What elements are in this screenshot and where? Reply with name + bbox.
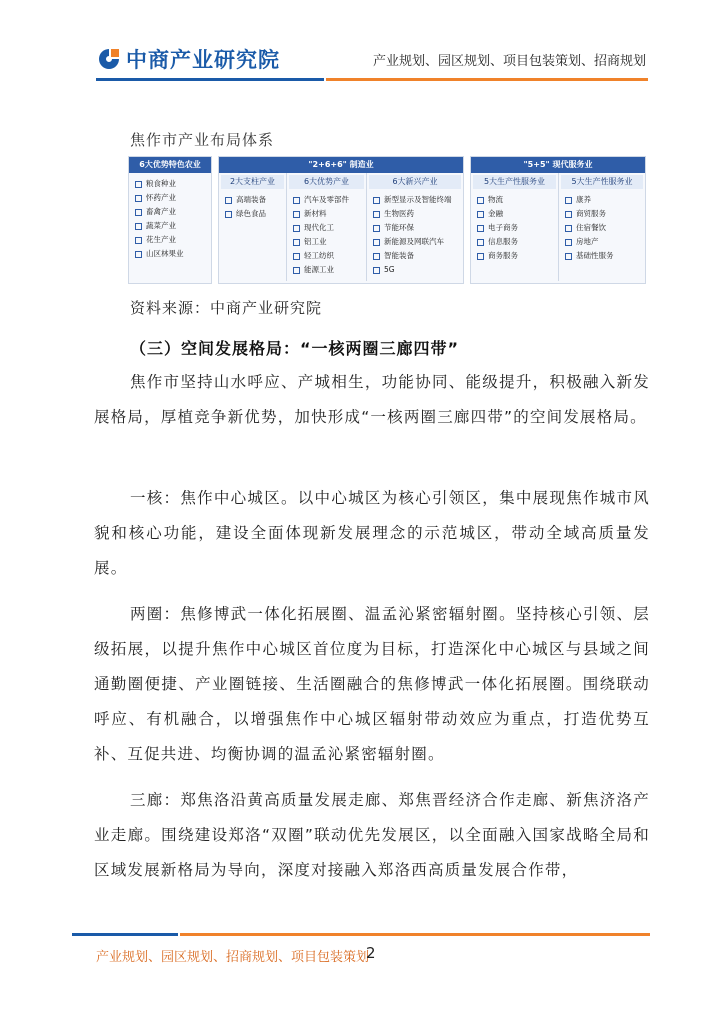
list-item: 铝工业 — [293, 235, 366, 249]
column-title: 5大生产性服务业 — [561, 175, 643, 189]
list-item: 商贸服务 — [565, 207, 645, 221]
list-item: 粮食种业 — [135, 177, 211, 191]
list-item: 高端装备 — [225, 193, 286, 207]
pillar-industries-column — [219, 173, 287, 281]
list-item: 商务服务 — [477, 249, 558, 263]
list-item: 山区林果业 — [135, 247, 211, 261]
footer-tagline: 产业规划、园区规划、招商规划、项目包装策划 — [96, 950, 370, 965]
brand-logo — [96, 44, 280, 74]
industry-layout-figure — [128, 156, 646, 286]
header-divider-orange — [326, 78, 648, 81]
column-list — [565, 193, 645, 263]
list-item: 基础性服务 — [565, 249, 645, 263]
emerging-industries-column — [367, 173, 463, 281]
manufacturing-panel — [218, 156, 464, 284]
list-item: 生物医药 — [373, 207, 463, 221]
list-item: 畜禽产业 — [135, 205, 211, 219]
footer-divider-orange — [180, 933, 650, 936]
list-item: 康养 — [565, 193, 645, 207]
column-list — [373, 193, 463, 277]
paragraph-one-core: 一核：焦作中心城区。以中心城区为核心引领区，集中展现焦作城市风貌和核心功能，建设全面体现新发展理念的示范城区，带动全域高质量发展。 — [94, 489, 650, 577]
list-item: 新材料 — [293, 207, 366, 221]
header-tagline: 产业规划、园区规划、项目包装策划、招商规划 — [372, 54, 646, 69]
paragraph-three-corridors: 三廊：郑焦洛沿黄高质量发展走廊、郑焦晋经济合作走廊、新焦济洛产业走廊。围绕建设郑洛“双圈”联动优先发展区，以全面融入国家战略全局和区域发展新格局为导向，深度对接融入郑洛西高质量发展合作带， — [94, 791, 650, 879]
list-item: 轻工纺织 — [293, 249, 366, 263]
paragraph-intro: 焦作市坚持山水呼应、产城相生，功能协同、能级提升，积极融入新发展格局，厚植竞争新优势，加快形成“一核两圈三廊四带”的空间发展格局。 — [94, 373, 650, 426]
column-list — [225, 193, 286, 221]
column-title: 6大优势产业 — [289, 175, 364, 189]
agriculture-panel — [128, 156, 212, 284]
list-item: 节能环保 — [373, 221, 463, 235]
panel-title: "5+5" 现代服务业 — [471, 157, 645, 173]
list-item: 现代化工 — [293, 221, 366, 235]
paragraph-two-circles: 两圈：焦修博武一体化拓展圈、温孟沁紧密辐射圈。坚持核心引领、层级拓展，以提升焦作中心城区首位度为目标，打造深化中心城区与县域之间通勤圈便捷、产业圈链接、生活圈融合的焦修博武一体化拓展圈。围绕联动呼应、有机融合，以增强焦作中心城区辐射带动效应为重点，打造优势互补、互促共进、均衡协调的温孟沁紧密辐射圈。 — [94, 605, 650, 763]
column-title: 2大支柱产业 — [221, 175, 284, 189]
list-item: 5G — [373, 263, 463, 277]
page-number: 2 — [366, 944, 376, 962]
panel-title: "2+6+6" 制造业 — [219, 157, 463, 173]
column-title: 5大生产性服务业 — [473, 175, 556, 189]
figure-source: 资料来源：中商产业研究院 — [130, 299, 323, 317]
list-item: 金融 — [477, 207, 558, 221]
section-title: （三）空间发展格局：“一核两圈三廊四带” — [130, 339, 460, 358]
list-item: 新能源及网联汽车 — [373, 235, 463, 249]
list-item: 花生产业 — [135, 233, 211, 247]
list-item: 汽车及零部件 — [293, 193, 366, 207]
list-item: 能源工业 — [293, 263, 366, 277]
consumer-services-column — [559, 173, 645, 281]
brand-name: 中商产业研究院 — [126, 48, 280, 72]
column-list — [477, 193, 558, 263]
figure-caption: 焦作市产业布局体系 — [130, 131, 275, 149]
footer-divider-blue — [72, 933, 178, 936]
header-divider-blue — [96, 78, 324, 81]
agriculture-list — [135, 177, 211, 261]
list-item: 电子商务 — [477, 221, 558, 235]
column-title: 6大新兴产业 — [369, 175, 461, 189]
logo-icon — [96, 46, 122, 72]
list-item: 新型显示及智能终端 — [373, 193, 463, 207]
services-panel — [470, 156, 646, 284]
list-item: 物流 — [477, 193, 558, 207]
producer-services-column — [471, 173, 559, 281]
list-item: 智能装备 — [373, 249, 463, 263]
advantage-industries-column — [287, 173, 367, 281]
panel-title: 6大优势特色农业 — [129, 157, 211, 173]
list-item: 房地产 — [565, 235, 645, 249]
list-item: 信息服务 — [477, 235, 558, 249]
list-item: 住宿餐饮 — [565, 221, 645, 235]
list-item: 蔬菜产业 — [135, 219, 211, 233]
list-item: 怀药产业 — [135, 191, 211, 205]
column-list — [293, 193, 366, 277]
list-item: 绿色食品 — [225, 207, 286, 221]
